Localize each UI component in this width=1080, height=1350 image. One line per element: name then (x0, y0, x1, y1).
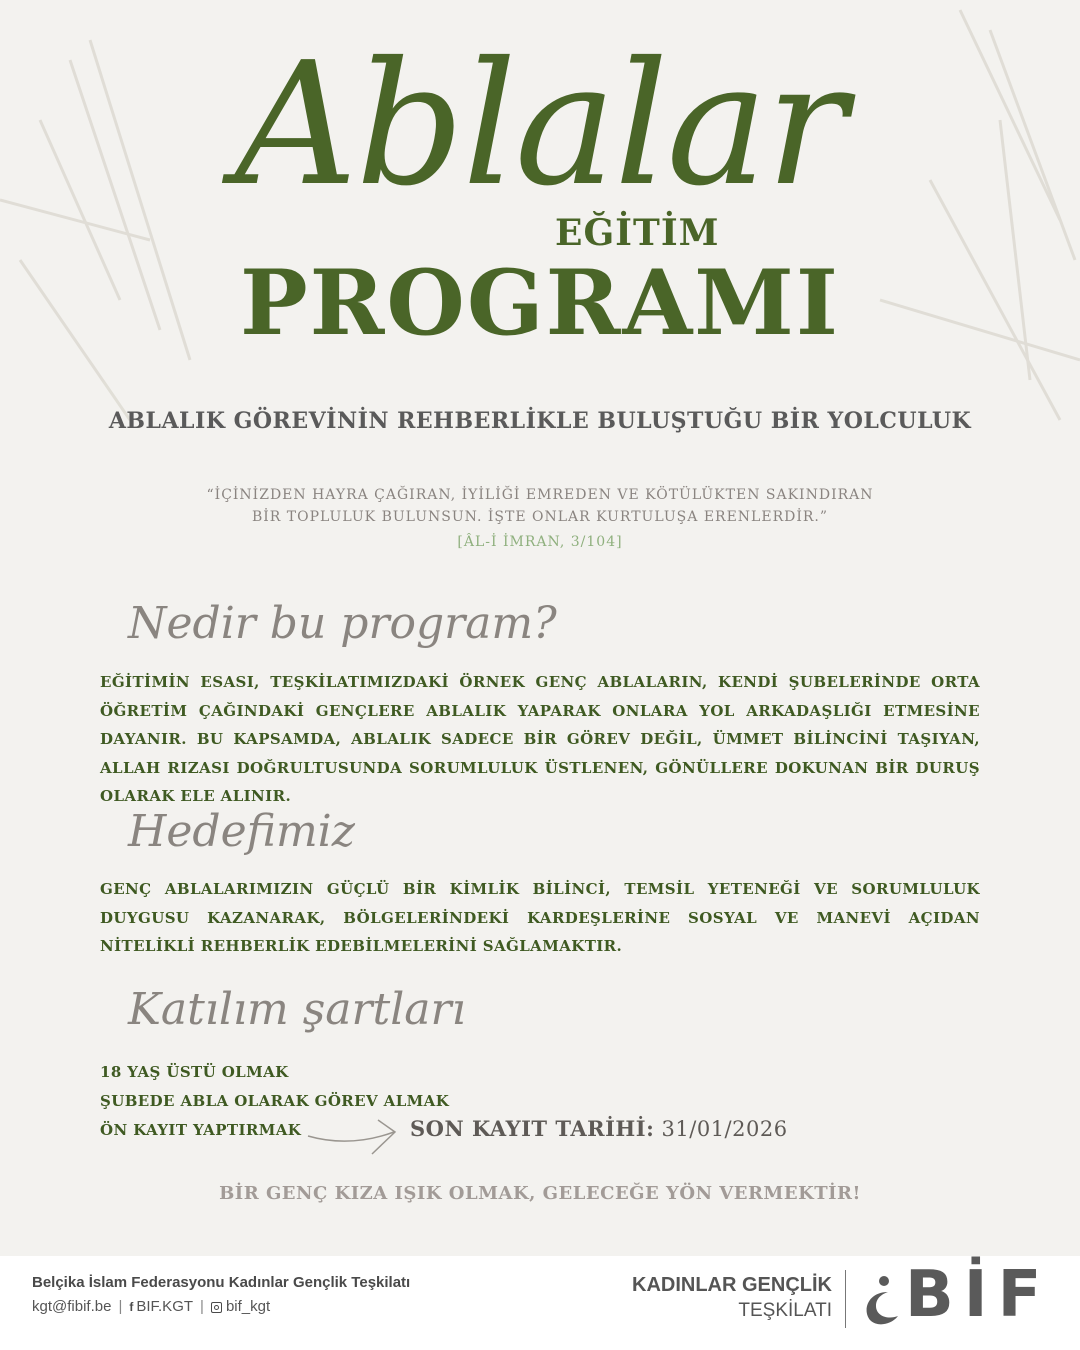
programi-title: PROGRAMI (239, 250, 841, 356)
quote-line-2: BİR TOPLULUK BULUNSUN. İŞTE ONLAR KURTULUŞA ERENLERDİR.” (251, 509, 829, 525)
section-heading-what: Nedir bu program? (128, 598, 557, 649)
section-heading-requirements: Katılım şartları (128, 984, 466, 1035)
list-item: ÖN KAYIT YAPTIRMAK (100, 1121, 302, 1139)
footer (0, 1256, 1080, 1350)
deadline-date: 31/01/2026 (661, 1117, 788, 1141)
list-item: ŞUBEDE ABLA OLARAK GÖREV ALMAK (100, 1092, 450, 1110)
section-heading-goal: Hedefimiz (128, 806, 355, 857)
subtitle: ABLALIK GÖREVİNİN REHBERLİKLE BULUŞTUĞU BİR YOLCULUK (108, 408, 972, 434)
arrow-icon (300, 1112, 410, 1162)
list-item: 18 YAŞ ÜSTÜ OLMAK (100, 1063, 289, 1081)
section-body-goal: GENÇ ABLALARIMIZIN GÜÇLÜ BİR KİMLİK BİLİNCİ, TEMSİL YETENEĞİ VE SORUMLULUK DUYGUSU KAZANARAK, BÖLGELERİNDEKİ KARDEŞLERİNE SOSYAL VE MANEVİ AÇIDAN NİTELİKLİ REHBERLİK EDEBİLMELERİNİ SAĞLAMAKTIR. (100, 880, 980, 955)
quote (0, 484, 1080, 528)
deadline (410, 1116, 788, 1141)
kgt-label-line-2: TEŞKİLATI (738, 1300, 832, 1321)
crescent-figure-logo-icon (858, 1272, 902, 1328)
kgt-label-line-1: KADINLAR GENÇLİK (632, 1274, 832, 1296)
egitim-label: EĞİTİM (555, 212, 720, 254)
contact-info (32, 1298, 270, 1315)
bif-logo: BİF (905, 1258, 1052, 1332)
section-body-what: EĞİTİMİN ESASI, TEŞKİLATIMIZDAKİ ÖRNEK GENÇ ABLALARIN, KENDİ ŞUBELERİNDE ORTA ÖĞRETİM ÇAĞINDAKİ GENÇLERE ABLALIK YAPARAK ONLARA YOL ARKADAŞLIĞI ETMESİNE DAYANIR. BU KAPSAMDA, ABLALIK SADECE BİR GÖREV DEĞİL, ÜMMET BİLİNCİNİ TAŞIYAN, ALLAH RIZASI DOĞRULTUSUNDA SORUMLULUK ÜSTLENEN, GÖNÜLLERE DOKUNAN BİR DURUŞ OLARAK ELE ALINIR. (100, 673, 980, 805)
facebook-icon: f (129, 1299, 134, 1314)
organization-name: Belçika İslam Federasyonu Kadınlar Gençlik Teşkilatı (32, 1274, 411, 1291)
quote-line-1: “İÇİNİZDEN HAYRA ÇAĞIRAN, İYİLİĞİ EMREDEN VE KÖTÜLÜKTEN SAKINDIRAN (206, 487, 874, 503)
facebook-link[interactable]: BIF.KGT (136, 1298, 194, 1315)
closing-slogan: BİR GENÇ KIZA IŞIK OLMAK, GELECEĞE YÖN VERMEKTİR! (219, 1183, 861, 1204)
instagram-icon (211, 1302, 222, 1313)
deadline-label: SON KAYIT TARİHİ: (410, 1116, 655, 1141)
script-title-ablalar: Ablalar (234, 26, 846, 224)
instagram-link[interactable]: bif_kgt (225, 1298, 271, 1315)
divider (845, 1270, 846, 1328)
quote-reference: [ÂL-İ İMRAN, 3/104] (457, 534, 623, 550)
separator: | (200, 1298, 204, 1315)
email-link[interactable]: kgt@fibif.be (32, 1298, 112, 1315)
separator: | (118, 1298, 123, 1315)
